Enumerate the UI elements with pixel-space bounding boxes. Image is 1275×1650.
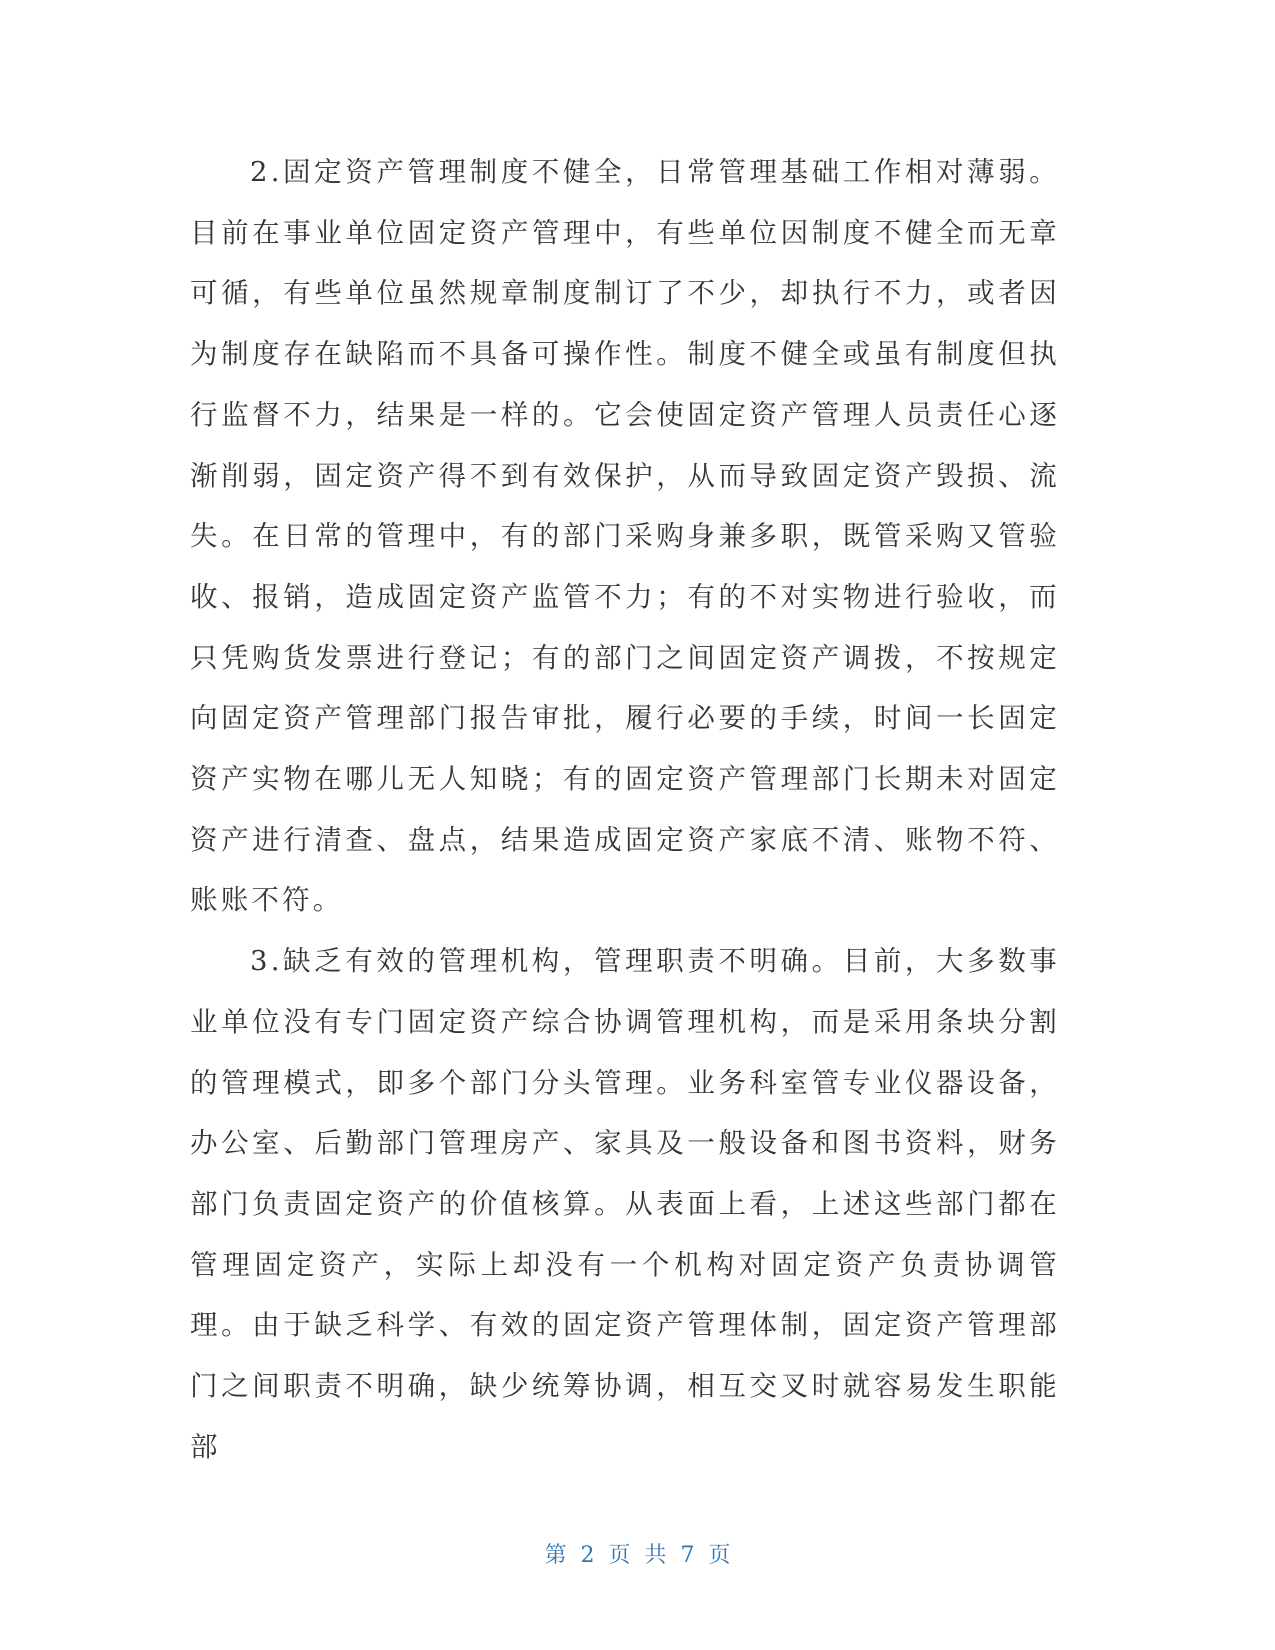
footer-ye-label: 页 [608, 1543, 631, 1568]
footer-total-pages: 7 [680, 1543, 695, 1568]
paragraph-management-agency: 3.缺乏有效的管理机构，管理职责不明确。目前，大多数事业单位没有专门固定资产综合协调管理机构，而是采用条块分割的管理模式，即多个部门分头管理。业务科室管专业仪器设备，办公室、后勤部门管理房产、家具及一般设备和图书资料，财务部门负责固定资产的价值核算。从表面上看，上述这些部门都在管理固定资产，实际上却没有一个机构对固定资产负责协调管理。由于缺乏科学、有效的固定资产管理体制，固定资产管理部门之间职责不明确，缺少统筹协调，相互交叉时就容易发生职能部 [190, 945, 1060, 1463]
page-footer [0, 1538, 1275, 1569]
footer-ye-label-2: 页 [708, 1543, 731, 1568]
paragraph-fixed-asset-system: 2.固定资产管理制度不健全，日常管理基础工作相对薄弱。目前在事业单位固定资产管理中，有些单位因制度不健全而无章可循，有些单位虽然规章制度制订了不少，却执行不力，或者因为制度存在缺陷而不具备可操作性。制度不健全或虽有制度但执行监督不力，结果是一样的。它会使固定资产管理人员责任心逐渐削弱，固定资产得不到有效保护，从而导致固定资产毁损、流失。在日常的管理中，有的部门采购身兼多职，既管采购又管验收、报销，造成固定资产监管不力；有的不对实物进行验收，而只凭购货发票进行登记；有的部门之间固定资产调拨，不按规定向固定资产管理部门报告审批，履行必要的手续，时间一长固定资产实物在哪儿无人知晓；有的固定资产管理部门长期未对固定资产进行清查、盘点，结果造成固定资产家底不清、账物不符、账账不符。 [190, 156, 1060, 917]
footer-current-page: 2 [580, 1543, 595, 1568]
footer-page-label: 第 [544, 1543, 567, 1568]
footer-total-label: 共 [644, 1543, 667, 1568]
document-body [190, 142, 1060, 1477]
